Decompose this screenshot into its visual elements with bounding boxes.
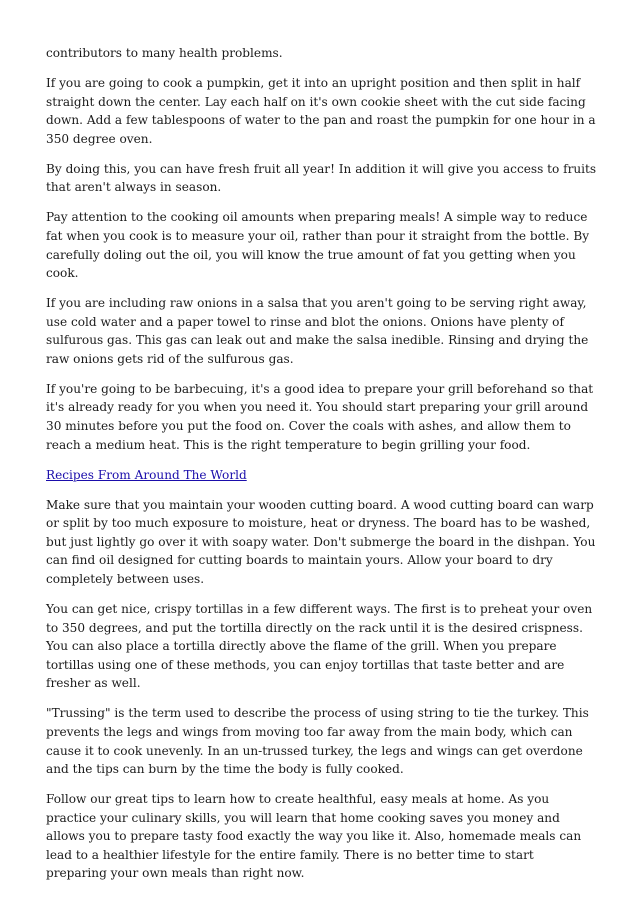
paragraph-tortillas: You can get nice, crispy tortillas in a few different ways. The first is to preheat your oven to 350 degrees, and put the tortilla directly on the rack until it is the desired crispness. You can also place a tortilla directly above the flame of the grill. When you prepare tortillas using one of these methods, you can enjoy tortillas that taste better and are fresher as well. [46,601,593,691]
paragraph-pumpkin: If you are going to cook a pumpkin, get it into an upright position and then split in half straight down the center. Lay each half on it's own cookie sheet with the cut side facing down. Add a few tablespoons of water to the pan and roast the pumpkin for one hour in a 350 degree oven. [46,75,596,146]
recipes-link[interactable]: Recipes From Around The World [46,467,247,482]
paragraph-raw-onions: If you are including raw onions in a salsa that you aren't going to be serving right away, use cold water and a paper towel to rinse and blot the onions. Onions have plenty of sulfurous gas. This gas can leak out and make the salsa inedible. Rinsing and drying the raw onions gets rid of the sulfurous gas. [46,296,589,366]
paragraph-conclusion: Follow our great tips to learn how to create healthful, easy meals at home. As you practice your culinary skills, you will learn that home cooking saves you money and allows you to prepare tasty food exactly the way you like it. Also, homemade meals can lead to a healthier lifestyle for the entire family. There is no better time to start preparing your own meals than right now. [46,792,582,881]
paragraph-barbecue-grill: If you're going to be barbecuing, it's a good idea to prepare your grill beforehand so that it's already ready for you when you need it. You should start preparing your grill around 30 minutes before you put the food on. Cover the coals with ashes, and allow them to reach a medium heat. This is the right temperature to begin grilling your food. [46,381,594,452]
paragraph-cutting-board: Make sure that you maintain your wooden cutting board. A wood cutting board can warp or split by too much exposure to moisture, heat or dryness. The board has to be washed, but just lightly go over it with soapy water. Don't submerge the board in the dishpan. You can find oil designed for cutting boards to maintain yours. Allow your board to dry completely between uses. [46,497,596,586]
document-page [46,44,598,894]
paragraph-trussing: "Trussing" is the term used to describe the process of using string to tie the turkey. This prevents the legs and wings from moving too far away from the main body, which can cause it to cook unevenly. In an un-trussed turkey, the legs and wings can get overdone and the tips can burn by the time the body is fully cooked. [46,706,589,777]
paragraph-cooking-oil: Pay attention to the cooking oil amounts when preparing meals! A simple way to reduce fat when you cook is to measure your oil, rather than pour it straight from the bottle. By carefully doling out the oil, you will know the true amount of fat you getting when you cook. [46,210,590,281]
paragraph-health-problems: contributors to many health problems. [46,46,283,60]
link-paragraph [46,466,598,485]
paragraph-fresh-fruit: By doing this, you can have fresh fruit all year! In addition it will give you access to fruits that aren't always in season. [46,161,597,195]
